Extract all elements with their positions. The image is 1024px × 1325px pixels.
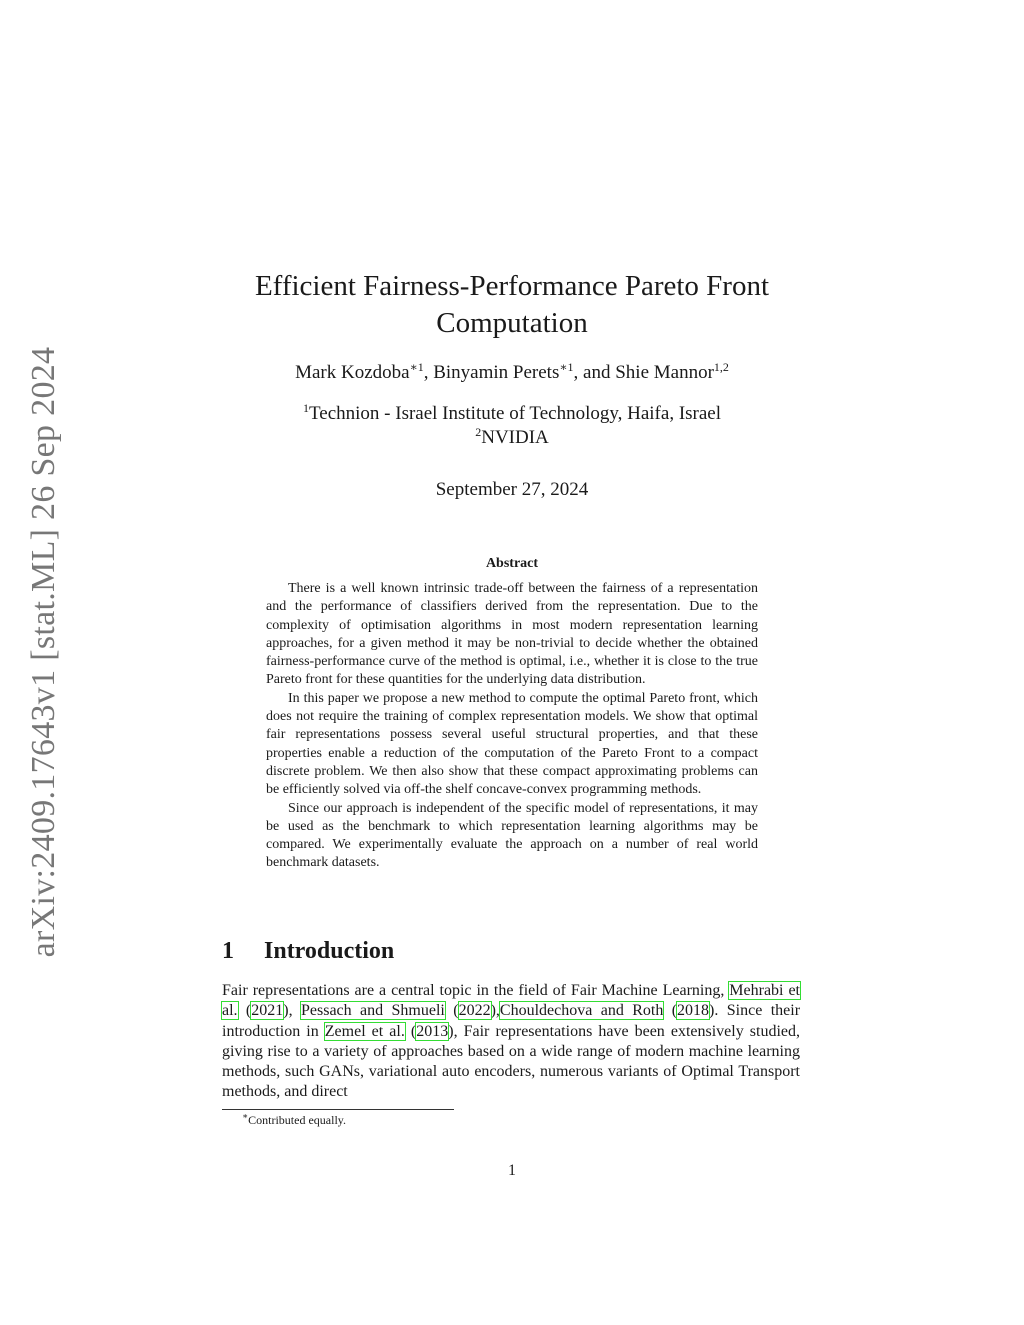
body-text-run: (	[444, 1002, 459, 1020]
section-number: 1	[222, 938, 234, 964]
citation-link-pessach[interactable]: Pessach and Shmueli	[300, 1002, 445, 1020]
author-mark: ∗1	[559, 360, 574, 374]
citation-link-chouldechova[interactable]: Chouldechova and Roth	[499, 1002, 664, 1020]
body-text-run: (	[404, 1022, 417, 1040]
abstract-paragraph: Since our approach is independent of the specific model of representations, it may be used as the benchmark to which representation learning algorithms may be compared. We experimentally evaluate the approach on a number of real world benchmark datasets.	[266, 800, 758, 871]
footnote-text: Contributed equally.	[248, 1113, 346, 1127]
author-mark: ∗1	[409, 360, 424, 374]
affiliation-text: Technion - Israel Institute of Technology, Haifa, Israel	[308, 403, 722, 424]
author-list	[200, 362, 824, 384]
footnote-mark: ∗	[242, 1111, 249, 1121]
author-name: Binyamin Perets	[433, 362, 560, 383]
intro-paragraph	[222, 981, 800, 1103]
body-text-run: ), Fair representations have been extensively studied, giving rise to a variety of approaches based on a wide range of modern machine learning methods, such GANs, variational auto encoders, numerous variants of Optimal Transport methods, and direct	[222, 1022, 801, 1101]
paper-title-line-2: Computation	[436, 307, 588, 339]
section-title: Introduction	[264, 938, 395, 964]
citation-link-zemel[interactable]: Zemel et al.	[324, 1022, 405, 1040]
author-name: Shie Mannor	[615, 362, 714, 383]
body-text-run: ). Since their introduction in	[222, 1002, 801, 1040]
abstract-paragraph: In this paper we propose a new method to compute the optimal Pareto front, which does not require the training of complex representation models. We show that optimal fair representations possess several useful structural properties, and that these properties enable a reduction of the computation of the Pareto Front to a compact discrete problem. We then also show that these compact approximating problems can be efficiently solved via off-the shelf concave-convex programming methods.	[266, 690, 758, 798]
citation-link-mehrabi[interactable]: Mehrabi et al.	[222, 982, 800, 1020]
author-separator: ,	[423, 362, 434, 383]
body-text-run: (	[237, 1002, 252, 1020]
paper-title	[200, 268, 824, 342]
affiliation	[200, 403, 824, 425]
affiliation-text: NVIDIA	[481, 427, 549, 448]
citation-year-link-zemel[interactable]: 2013	[416, 1022, 449, 1040]
citation-year-link-chouldechova[interactable]: 2018	[677, 1002, 710, 1020]
paper-date: September 27, 2024	[435, 479, 589, 500]
paper-title-line-1: Efficient Fairness-Performance Pareto Front	[254, 270, 770, 302]
affiliation	[200, 427, 824, 449]
body-text-run: (	[663, 1002, 678, 1020]
abstract-body	[266, 580, 758, 873]
citation-year-link-pessach[interactable]: 2022	[458, 1002, 491, 1020]
author-mark: 1,2	[713, 360, 729, 374]
citation-year-link-mehrabi[interactable]: 2021	[251, 1002, 284, 1020]
body-text-run: ),	[283, 1002, 301, 1020]
footnote	[242, 1113, 346, 1128]
body-text-run: Fair representations are a central topic in the field of Fair Machine Learning,	[222, 982, 730, 999]
author-name: Mark Kozdoba	[295, 362, 410, 383]
section-heading	[222, 938, 394, 965]
arxiv-stamp-text: arXiv:2409.17643v1 [stat.ML] 26 Sep 2024	[25, 346, 62, 958]
arxiv-stamp	[14, 347, 74, 957]
abstract-heading: Abstract	[485, 556, 539, 571]
body-text-run: ),	[490, 1002, 500, 1020]
footnote-divider	[222, 1109, 454, 1110]
affiliation-mark: 2	[475, 425, 482, 439]
page-number: 1	[508, 1162, 516, 1179]
affiliation-mark: 1	[302, 401, 309, 415]
abstract-paragraph: There is a well known intrinsic trade-off between the fairness of a representation and the performance of classifiers derived from the representation. Due to the complexity of optimisation algorithms in most modern representation learning approaches, for a given method it may be non-trivial to decide whether the obtained fairness-performance curve of the method is optimal, i.e., whether it is close to the true Pareto front for these quantities for the underlying data distribution.	[266, 581, 758, 688]
author-separator: , and	[573, 362, 616, 383]
intro-text	[222, 981, 800, 1103]
